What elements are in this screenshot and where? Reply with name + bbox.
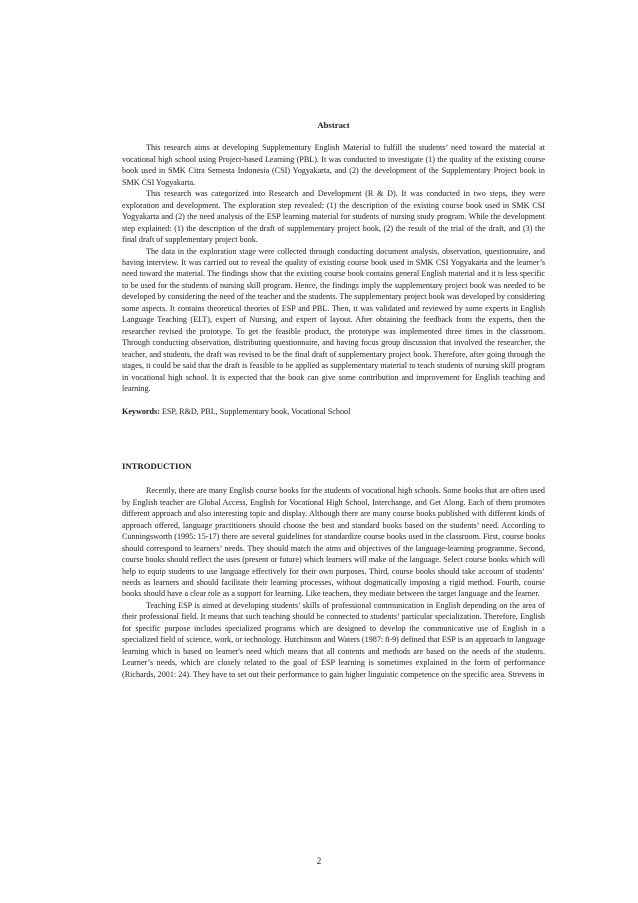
abstract-paragraph-2: This research was categorized into Research and Development (R & D). It was conducted in two steps, they were exploration and development. The exploration step revealed: (1) the description of the existing course book used in SMK CSI Yogyakarta and (2) the need analysis of the ESP learning material for students of nursing study program. While the development step explained: (1) the description of the draft of supplementary project book, (2) the result of the trial of the draft, and (3) the final draft of supplementary project book. [122, 189, 545, 245]
introduction-heading: INTRODUCTION [122, 460, 192, 471]
page-number: 2 [316, 856, 322, 866]
abstract-paragraph-1: This research aims at developing Supplementary English Material to fulfill the students’ need toward the material at vocational high school using Project-based Learning (PBL). It was conducted to investigate (1) the quality of the existing course book used in SMK Citra Semesta Indonesia (CSI) Yogyakarta, and (2) the development of the Supplementary Project book in SMK CSI Yogyakarta. [122, 143, 545, 187]
keywords-text: ESP, R&D, PBL, Supplementary book, Vocational School [159, 407, 351, 417]
keywords-line [122, 406, 545, 417]
introduction-paragraph-1: Recently, there are many English course books for the students of vocational high schools. Some books that are often used by English teacher are Global Access, English for Vocational High School, Interchange, and Get Along. Each of them promotes different approach and also interesting topic and display. Although there are many course books published with different kinds of approach offered, language practitioners should choose the best and standard books based on the students’ need. According to Cunningsworth (1995: 15-17) there are several guidelines for standardize course books used in the classroom. First, course books should correspond to learners’ needs. They should match the aims and objectives of the language-learning programme. Second, course books should reflect the uses (present or future) which learners will make of the language. Select course books which will help to equip students to use language effectively for their own purposes. Third, course books should take account of students’ needs as learners and should facilitate their learning processes, without dogmatically imposing a rigid method. Fourth, course books should have a clear role as a support for learning. Like teachers, they mediate between the target language and the learner. [122, 486, 545, 599]
introduction-paragraph-2: Teaching ESP is aimed at developing students’ skills of professional communication in English depending on the area of their professional field. It means that such teaching should be connected to students’ particular specialization. Therefore, English for specific purpose includes specialized programs which are designed to develop the communicative use of English in a specialized field of science, work, or technology. Hutchinson and Waters (1987: 8-9) defined that ESP is an approach to language learning which is based on learner's need which means that all contents and methods are based on the needs of the students. Learner’s needs, which are closely related to the goal of ESP learning is sometimes explained in the form of performance (Richards, 2001: 24). They have to set out their performance to gain higher linguistic competence on the specific area. Strevens in [122, 600, 545, 679]
abstract-title: Abstract [317, 120, 350, 130]
page-content [122, 120, 545, 680]
abstract-paragraph-3: The data in the exploration stage were collected through conducting document analysis, observation, questionnaire, and having interview. It was carried out to reveal the quality of existing course book used in SMK CSI Yogyakarta and the learner’s need toward the material. The findings show that the existing course book contains general English material and it is less specific to be used for the students of nursing skill program. Hence, the findings imply the supplementary project book was needed to be developed by considering the need of the teacher and the students. The supplementary project book was developed by considering some aspects. It contains theoretical theories of ESP and PBL. Then, it was validated and reviewed by some experts in English Language Teaching (ELT), expert of Nursing, and expert of layout. After obtaining the feedback from the experts, then the researcher revised the prototype. To get the feasible product, the prototype was implemented three times in the classroom. Through conducting observation, distributing questionnaire, and having focus group discussion that involved the researcher, the teacher, and students, the draft was revised to be the final draft of supplementary project book. Therefore, after going through the stages, it could be said that the draft is feasible to be applied as supplementary material to teach students of nursing skill program in vocational high school. It is expected that the book can give some contribution and improvement for English teaching and learning. [122, 246, 545, 393]
keywords-label: Keywords: [122, 407, 160, 417]
